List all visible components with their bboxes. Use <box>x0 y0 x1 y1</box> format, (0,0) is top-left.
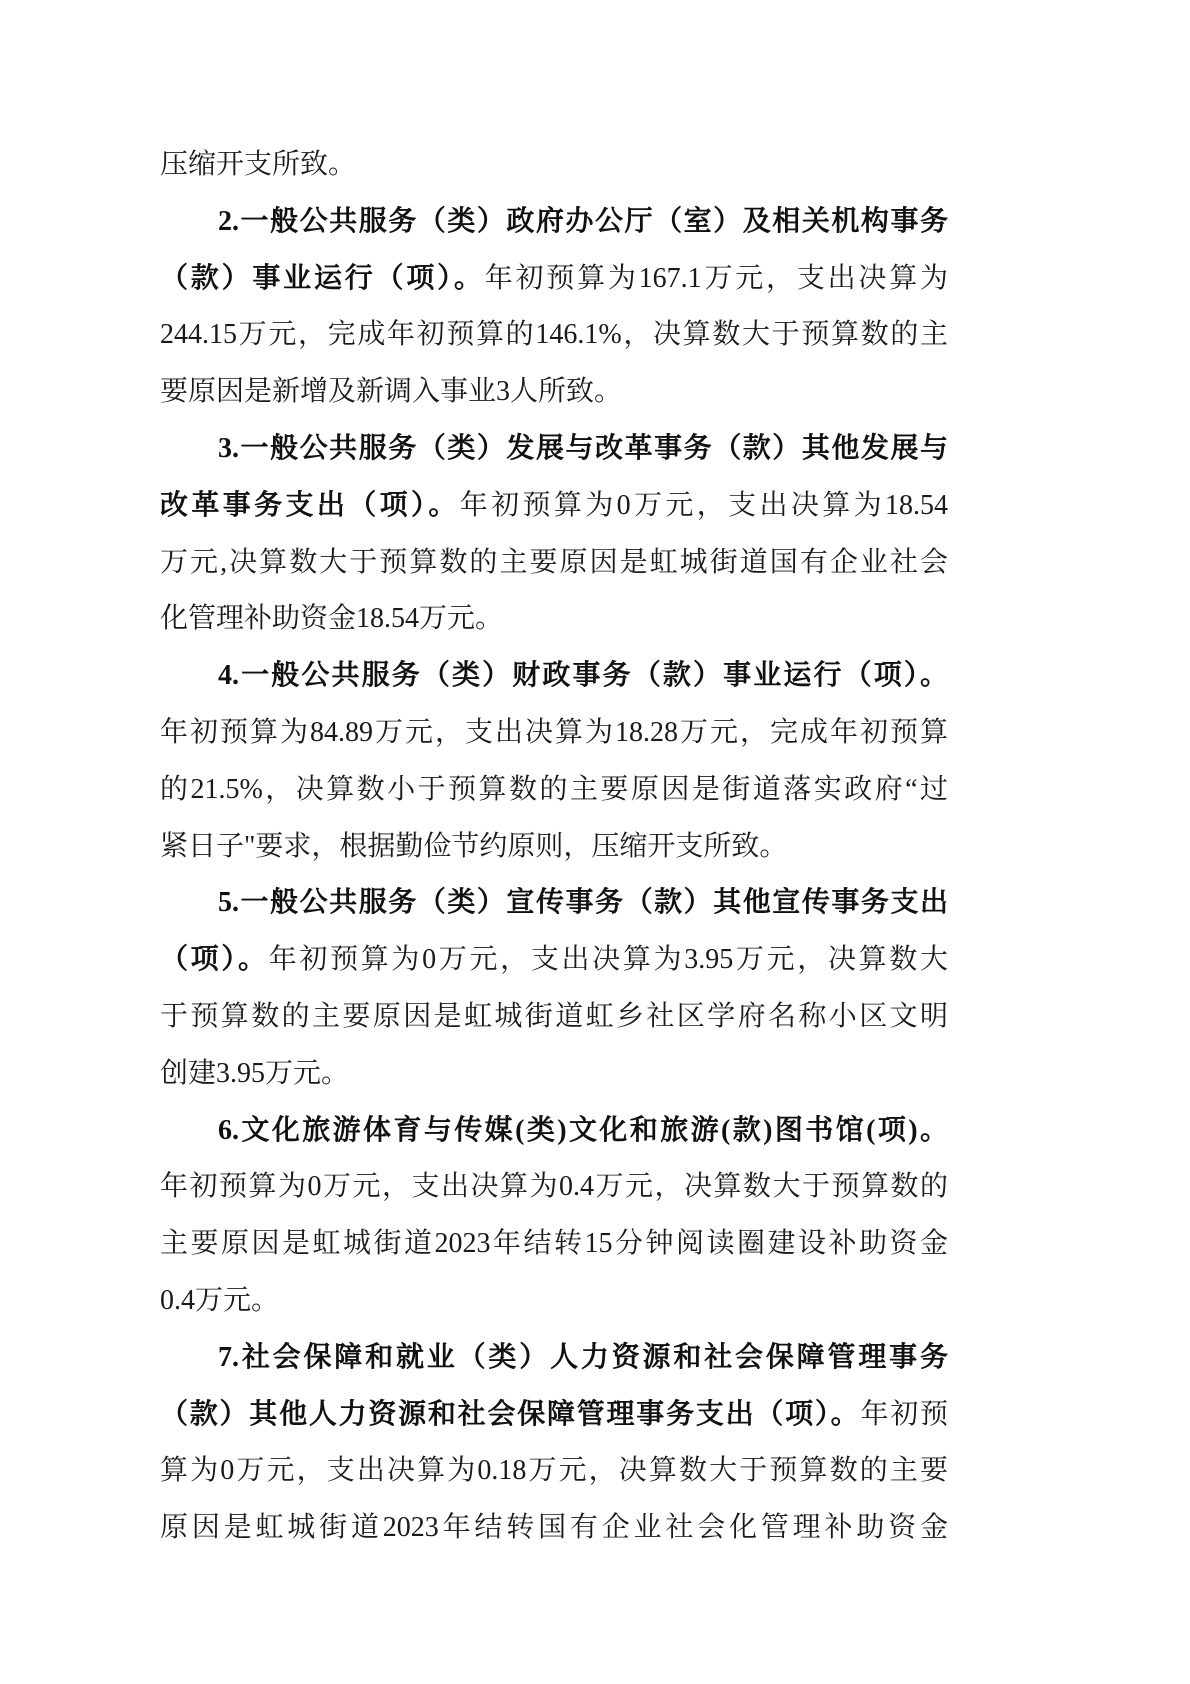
paragraph-item-6 <box>160 1103 948 1330</box>
paragraph-item-2 <box>160 194 948 421</box>
text-line <box>160 307 948 364</box>
body-text: 于预算数的主要原因是虹城街道虹乡社区学府名称小区文明 <box>160 1000 948 1032</box>
text-line <box>160 364 948 421</box>
paragraph-item-4 <box>160 648 948 875</box>
text-line <box>160 421 948 478</box>
body-text: 244.15万元，完成年初预算的146.1%，决算数大于预算数的主 <box>160 319 948 351</box>
item-heading-text: 6.文化旅游体育与传媒(类)文化和旅游(款)图书馆(项)。 <box>218 1114 948 1146</box>
body-text: 年初预算为0万元，支出决算为3.95万元，决算数大 <box>268 944 948 976</box>
body-text: 化管理补助资金18.54万元。 <box>160 603 504 635</box>
text-line <box>160 591 948 648</box>
body-text: 年初预算为0万元，支出决算为18.54 <box>459 489 948 521</box>
text-line <box>160 1273 948 1330</box>
text-line <box>160 875 948 932</box>
item-heading-text: （项）。 <box>160 944 269 976</box>
text-line <box>160 762 948 819</box>
body-text: 创建3.95万元。 <box>160 1057 350 1089</box>
text-line <box>160 932 948 989</box>
text-line <box>160 705 948 762</box>
item-heading-text: （款）其他人力资源和社会保障管理事务支出（项）。 <box>160 1398 861 1430</box>
body-text: 原因是虹城街道2023年结转国有企业社会化管理补助资金 <box>160 1512 948 1544</box>
body-text: 的21.5%，决算数小于预算数的主要原因是街道落实政府“过 <box>160 773 948 805</box>
text-line <box>160 1046 948 1103</box>
paragraph-item-3 <box>160 421 948 648</box>
text-line <box>160 194 948 251</box>
body-text: 万元,决算数大于预算数的主要原因是虹城街道国有企业社会 <box>160 546 948 578</box>
body-text: 紧日子"要求，根据勤俭节约原则，压缩开支所致。 <box>160 830 788 862</box>
body-text: 压缩开支所致。 <box>160 149 357 180</box>
text-line <box>160 1159 948 1216</box>
item-heading-text: 5.一般公共服务（类）宣传事务（款）其他宣传事务支出 <box>218 887 948 919</box>
body-text: 年初预 <box>860 1398 948 1430</box>
item-heading-text: 4.一般公共服务（类）财政事务（款）事业运行（项）。 <box>218 660 948 692</box>
text-line <box>160 648 948 705</box>
paragraph-item-7 <box>160 1330 948 1557</box>
text-line <box>160 1330 948 1387</box>
text-line <box>160 478 948 535</box>
text-line <box>160 535 948 592</box>
body-text: 要原因是新增及新调入事业3人所致。 <box>160 376 623 408</box>
document-body <box>160 137 948 1557</box>
body-text: 0.4万元。 <box>160 1284 280 1316</box>
text-line <box>160 989 948 1046</box>
item-heading-text: 2.一般公共服务（类）政府办公厅（室）及相关机构事务 <box>218 205 948 237</box>
text-line <box>160 1500 948 1557</box>
body-text: 年初预算为0万元，支出决算为0.4万元，决算数大于预算数的 <box>160 1171 948 1203</box>
body-text: 主要原因是虹城街道2023年结转15分钟阅读圈建设补助资金 <box>160 1228 948 1260</box>
paragraph-item-5 <box>160 875 948 1102</box>
item-heading-text: 改革事务支出（项）。 <box>160 489 460 521</box>
text-line <box>160 251 948 308</box>
text-line <box>160 1216 948 1273</box>
body-text: 年初预算为84.89万元，支出决算为18.28万元，完成年初预算 <box>160 716 948 748</box>
text-line <box>160 819 948 876</box>
text-line <box>160 1443 948 1500</box>
text-line <box>160 1387 948 1444</box>
item-heading-text: （款）事业运行（项）。 <box>160 262 485 294</box>
item-heading-text: 7.社会保障和就业（类）人力资源和社会保障管理事务 <box>218 1341 948 1373</box>
paragraph-continuation <box>160 137 948 194</box>
item-heading-text: 3.一般公共服务（类）发展与改革事务（款）其他发展与 <box>218 432 948 464</box>
text-line <box>160 1103 948 1160</box>
body-text: 算为0万元，支出决算为0.18万元，决算数大于预算数的主要 <box>160 1455 948 1487</box>
text-line <box>160 137 948 194</box>
body-text: 年初预算为167.1万元，支出决算为 <box>484 262 948 294</box>
